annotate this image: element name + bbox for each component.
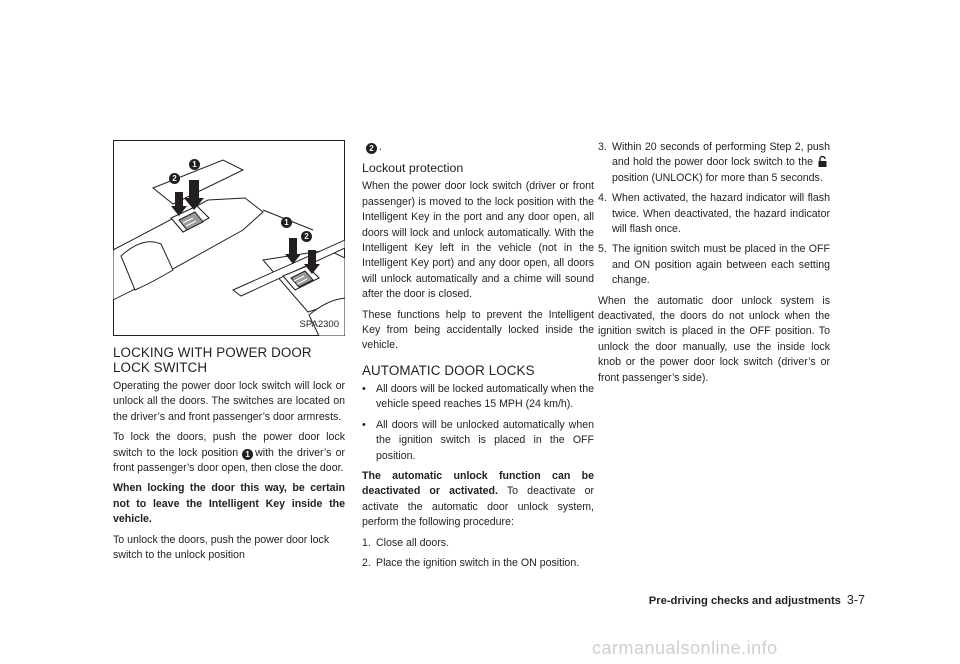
locking-paragraph-3a: To unlock the doors, push the power door lock switch to the unlock position	[113, 533, 330, 562]
step-text: Place the ignition switch in the ON position.	[376, 556, 580, 569]
lockout-paragraph-1: When the power door lock switch (driver or front passenger) is moved to the lock position with the Intelligent Key in the port and any door open, all doors will lock and unlock automatically. With the Intelligent Key left in the vehicle (not in the Intelligent Key port) and any door open, all doors will unlock automatically and a chime will sound after the door is closed.	[362, 180, 594, 301]
watermark: carmanualsonline.info	[592, 638, 778, 658]
step-number: 2.	[362, 556, 371, 569]
section-heading-locking: LOCKING WITH POWER DOOR LOCK SWITCH	[113, 345, 312, 375]
step-number: 1.	[362, 536, 371, 549]
step-number: 3.	[598, 141, 607, 153]
locking-warning: When locking the door this way, be certain not to leave the Intelligent Key inside the vehicle.	[113, 482, 345, 526]
bullet-item	[362, 418, 594, 464]
step-item	[598, 140, 830, 186]
step-text: When activated, the hazard indicator will flash twice. When deactivated, the hazard indicator will flash once.	[612, 192, 830, 236]
step-item	[362, 536, 594, 551]
callout-2-top: 2	[169, 173, 180, 184]
section-heading-automatic: AUTOMATIC DOOR LOCKS	[362, 362, 535, 378]
step-3-text-b: position (UNLOCK) for more than 5 seconds.	[612, 171, 823, 184]
marker-1: 1	[242, 449, 253, 460]
step-number: 4.	[598, 192, 607, 205]
bullet-mark: •	[362, 418, 366, 431]
deactivate-bold: The automatic unlock function can be deactivated or activated.	[362, 469, 594, 498]
page-number: 3-7	[846, 593, 865, 607]
deactivate-rest: To deactivate or activate the automatic door unlock system, perform the following procedure:	[362, 485, 594, 529]
locking-p3-end: .	[379, 141, 382, 153]
figure-id: SPA2300	[299, 318, 339, 330]
column-right	[598, 140, 830, 391]
door-lock-switch-figure	[113, 140, 345, 336]
bullet-mark: •	[362, 382, 366, 395]
bullet-text: All doors will be unlocked automatically when the ignition switch is placed in the OFF position.	[376, 418, 594, 462]
locking-paragraph-1: Operating the power door lock switch will lock or unlock all the doors. The switches are located on the driver’s and front passenger’s door armrests.	[113, 380, 345, 423]
page-footer	[603, 593, 865, 607]
callout-2-right: 2	[301, 231, 312, 242]
marker-2: 2	[366, 143, 377, 154]
column-left	[113, 140, 345, 568]
step-item	[598, 242, 830, 288]
step-text: Close all doors.	[376, 536, 450, 549]
footer-title: Pre-driving checks and adjustments	[648, 595, 841, 607]
step-item	[362, 556, 594, 571]
subheading-lockout: Lockout protection	[362, 161, 464, 176]
step-3-text-a: Within 20 seconds of performing Step 2, push and hold the power door lock switch to the	[612, 141, 830, 169]
step-text: The ignition switch must be placed in the OFF and ON position again between each setting change.	[612, 243, 830, 287]
step-number: 5.	[598, 243, 607, 256]
closing-paragraph: When the automatic door unlock system is deactivated, the doors do not unlock when the ignition switch is placed in the OFF position. To unlock the door manually, use the inside lock knob or the power door lock switch (driver’s or front passenger’s side).	[598, 294, 830, 384]
locking-paragraph-2	[113, 430, 345, 476]
bullet-text: All doors will be locked automatically when the vehicle speed reaches 15 MPH (24 km/h).	[376, 382, 594, 411]
locking-paragraph-3b	[362, 140, 594, 155]
column-middle	[362, 140, 594, 576]
unlock-icon	[818, 156, 827, 167]
callout-1-top: 1	[189, 159, 200, 170]
locking-p2-text-a: To lock the doors, push the power door lock switch to the lock position	[113, 431, 345, 459]
deactivate-paragraph	[362, 469, 594, 531]
locking-p2-text-b: with the driver’s or front passenger’s door open, then close the door.	[113, 446, 345, 475]
bullet-item	[362, 382, 594, 413]
step-item	[598, 191, 830, 237]
lockout-paragraph-2: These functions help to prevent the Intelligent Key from being accidentally locked inside the vehicle.	[362, 308, 594, 352]
callout-1-right: 1	[281, 217, 292, 228]
